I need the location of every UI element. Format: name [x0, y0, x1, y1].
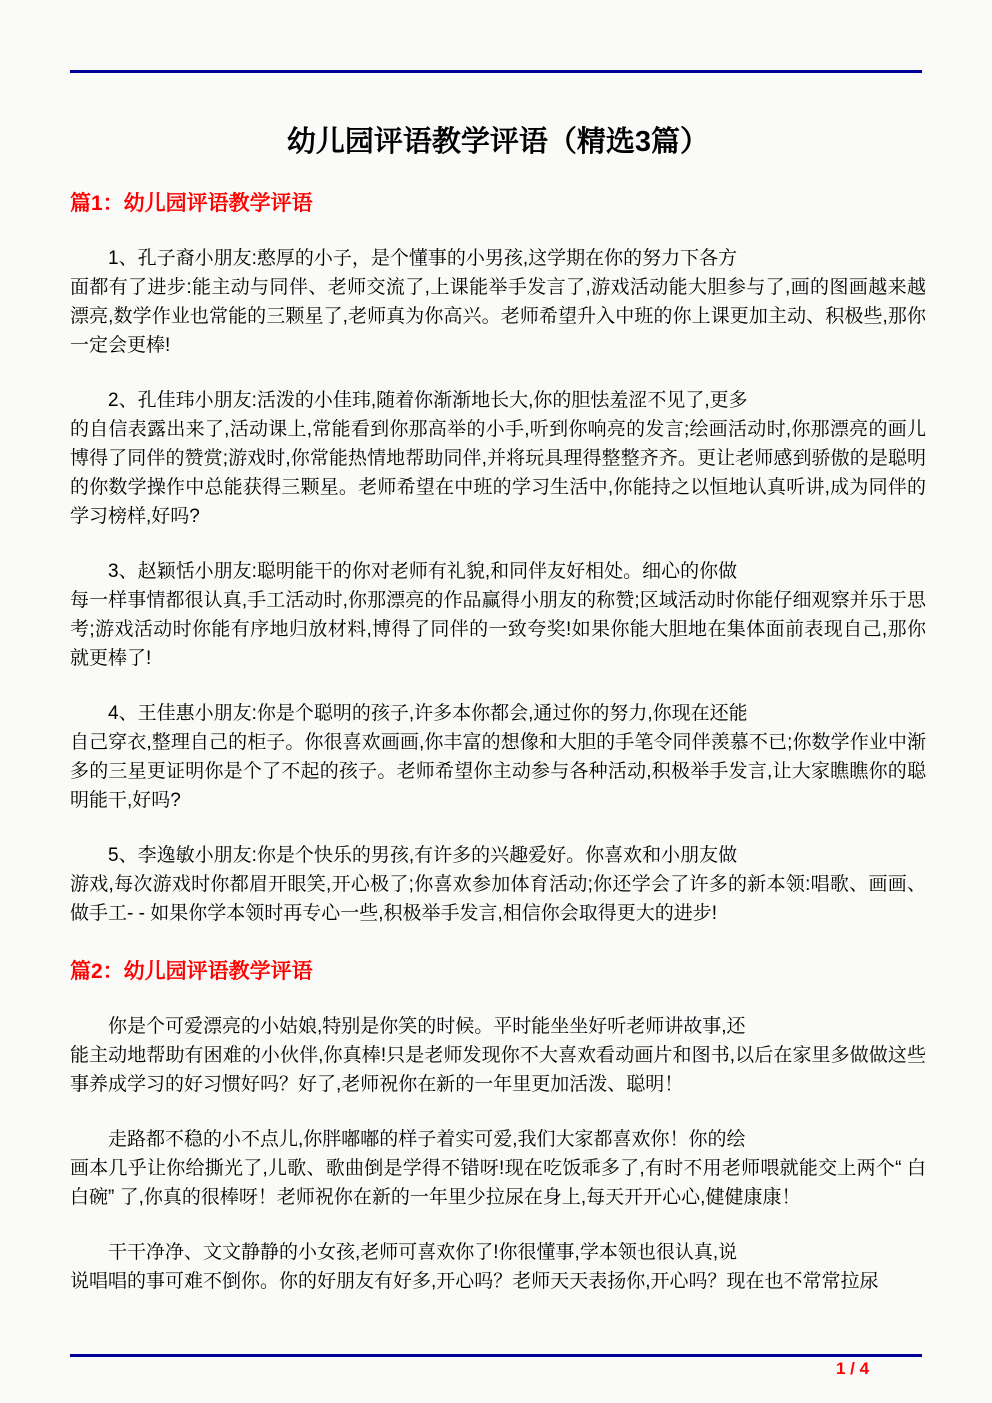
paragraph-3 [70, 557, 926, 673]
paragraph-5 [70, 841, 926, 928]
paragraph-3-continuation: 每一样事情都很认真,手工活动时,你那漂亮的作品赢得小朋友的称赞;区域活动时你能仔细观察并乐于思考;游戏活动时你能有序地归放材料,博得了同伴的一致夸奖!如果你能大胆地在集体面前表现自己,那你就更棒了! [70, 590, 926, 669]
section-1-heading: 篇1：幼儿园评语教学评语 [70, 192, 313, 215]
paragraph-1-continuation: 面都有了进步:能主动与同伴、老师交流了,上课能举手发言了,游戏活动能大胆参与了,画的图画越来越漂亮,数学作业也常能的三颗星了,老师真为你高兴。老师希望升入中班的你上课更加主动、积极些,那你一定会更棒! [70, 277, 926, 356]
paragraph-6-continuation: 能主动地帮助有困难的小伙伴,你真棒!只是老师发现你不大喜欢看动画片和图书,以后在家里多做做这些事养成学习的好习惯好吗？好了,老师祝你在新的一年里更加活泼、聪明！ [70, 1045, 926, 1095]
paragraph-2 [70, 386, 926, 531]
paragraph-1-first-line: 1、孔子裔小朋友:憨厚的小子，是个懂事的小男孩,这学期在你的努力下各方 [108, 248, 738, 269]
paragraph-8 [70, 1238, 926, 1296]
paragraph-8-continuation: 说唱唱的事可难不倒你。你的好朋友有好多,开心吗？老师天天表扬你,开心吗？现在也不常常拉尿 [70, 1271, 879, 1292]
document-content [70, 0, 926, 1296]
paragraph-4 [70, 699, 926, 815]
page-number: 1 / 4 [836, 1359, 870, 1378]
paragraph-7 [70, 1125, 926, 1212]
paragraph-2-first-line: 2、孔佳玮小朋友:活泼的小佳玮,随着你渐渐地长大,你的胆怯羞涩不见了,更多 [108, 390, 748, 411]
paragraph-5-first-line: 5、李逸敏小朋友:你是个快乐的男孩,有许多的兴趣爱好。你喜欢和小朋友做 [108, 845, 738, 866]
paragraph-2-continuation: 的自信表露出来了,活动课上,常能看到你那高举的小手,听到你响亮的发言;绘画活动时,你那漂亮的画儿博得了同伴的赞赏;游戏时,你常能热情地帮助同伴,并将玩具理得整整齐齐。更让老师感到骄傲的是聪明的你数学操作中总能获得三颗星。老师希望在中班的学习生活中,你能持之以恒地认真听讲,成为同伴的学习榜样,好吗? [70, 419, 926, 527]
bottom-rule [70, 1354, 922, 1357]
section-2-heading: 篇2：幼儿园评语教学评语 [70, 960, 313, 983]
paragraph-4-continuation: 自己穿衣,整理自己的柜子。你很喜欢画画,你丰富的想像和大胆的手笔令同伴羡慕不已;你数学作业中渐多的三星更证明你是个了不起的孩子。老师希望你主动参与各种活动,积极举手发言,让大家瞧瞧你的聪明能干,好吗? [70, 732, 926, 811]
paragraph-6 [70, 1012, 926, 1099]
paragraph-8-first-line: 干干净净、文文静静的小女孩,老师可喜欢你了!你很懂事,学本领也很认真,说 [108, 1242, 738, 1263]
document-title: 幼儿园评语教学评语（精选3篇） [286, 126, 710, 158]
paragraph-1 [70, 244, 926, 360]
paragraph-5-continuation: 游戏,每次游戏时你都眉开眼笑,开心极了;你喜欢参加体育活动;你还学会了许多的新本领:唱歌、画画、做手工- - 如果你学本领时再专心一些,积极举手发言,相信你会取得更大的进步! [70, 874, 926, 924]
paragraph-3-first-line: 3、赵颖恬小朋友:聪明能干的你对老师有礼貌,和同伴友好相处。细心的你做 [108, 561, 738, 582]
paragraph-7-continuation: 画本几乎让你给撕光了,儿歌、歌曲倒是学得不错呀!现在吃饭乖多了,有时不用老师喂就能交上两个“ 白白碗” 了,你真的很棒呀！老师祝你在新的一年里少拉尿在身上,每天开开心心,健健康康！ [70, 1158, 926, 1208]
paragraph-4-first-line: 4、王佳惠小朋友:你是个聪明的孩子,许多本你都会,通过你的努力,你现在还能 [108, 703, 748, 724]
paragraph-7-first-line: 走路都不稳的小不点儿,你胖嘟嘟的样子着实可爱,我们大家都喜欢你！你的绘 [108, 1129, 746, 1150]
paragraph-6-first-line: 你是个可爱漂亮的小姑娘,特别是你笑的时候。平时能坐坐好听老师讲故事,还 [108, 1016, 746, 1037]
